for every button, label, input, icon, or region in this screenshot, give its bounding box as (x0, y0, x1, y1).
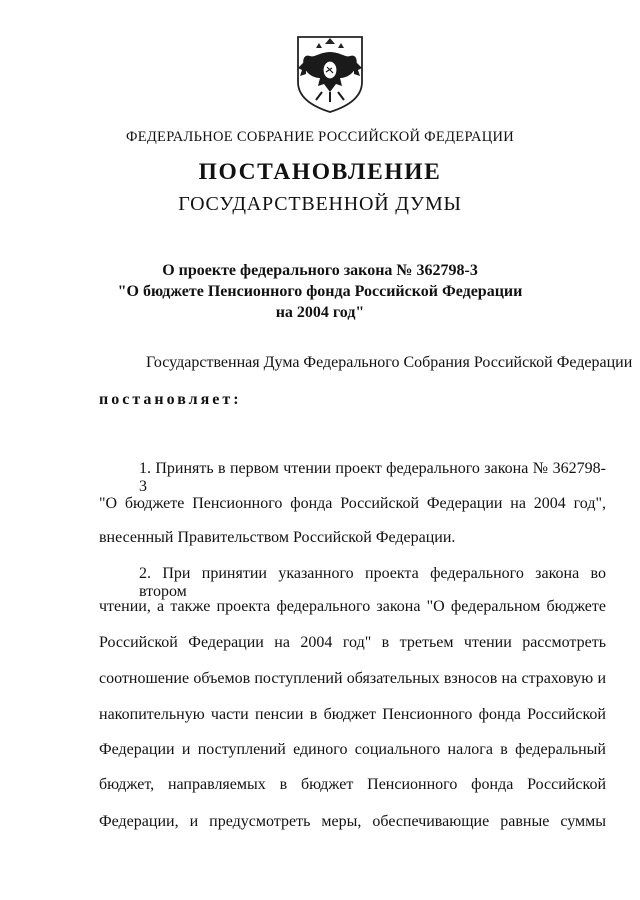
paragraph-2-line: соотношение объемов поступлений обязательных взносов на страховую и (99, 670, 606, 687)
subject-line: О проекте федерального закона № 362798-3 (162, 262, 478, 279)
paragraph-2-line: 2. При принятии указанного проекта федерального закона во втором (139, 565, 606, 600)
document-subtitle: ГОСУДАРСТВЕННОЙ ДУМЫ (178, 193, 462, 215)
paragraph-2-line: накопительную части пенсии в бюджет Пенсионного фонда Российской (99, 706, 606, 723)
paragraph-2-line: чтении, а также проекта федерального закона "О федеральном бюджете (99, 598, 606, 615)
paragraph-2-line: Российской Федерации на 2004 год" в третьем чтении рассмотреть (99, 634, 606, 651)
resolves-text: постановляет: (99, 391, 242, 408)
paragraph-1-line: внесенный Правительством Российской Федерации. (99, 529, 456, 546)
preamble-text: Государственная Дума Федерального Собрания Российской Федерации (146, 354, 633, 371)
paragraph-2-line: бюджет, направляемых в бюджет Пенсионного фонда Российской (99, 776, 606, 793)
paragraph-2-line: Федерации и поступлений единого социального налога в федеральный (99, 741, 606, 758)
russian-coat-of-arms-icon (294, 34, 366, 114)
subject-line: "О бюджете Пенсионного фонда Российской Федерации (117, 283, 523, 300)
paragraph-1-line: "О бюджете Пенсионного фонда Российской Федерации на 2004 год", (99, 495, 606, 512)
document-title: ПОСТАНОВЛЕНИЕ (198, 159, 442, 185)
paragraph-1-line: 1. Принять в первом чтении проект федерального закона № 362798-3 (139, 460, 606, 495)
subject-line: на 2004 год" (275, 304, 365, 321)
paragraph-2-line: Федерации, и предусмотреть меры, обеспечивающие равные суммы (99, 813, 606, 830)
assembly-header: ФЕДЕРАЛЬНОЕ СОБРАНИЕ РОССИЙСКОЙ ФЕДЕРАЦИИ (125, 129, 515, 145)
